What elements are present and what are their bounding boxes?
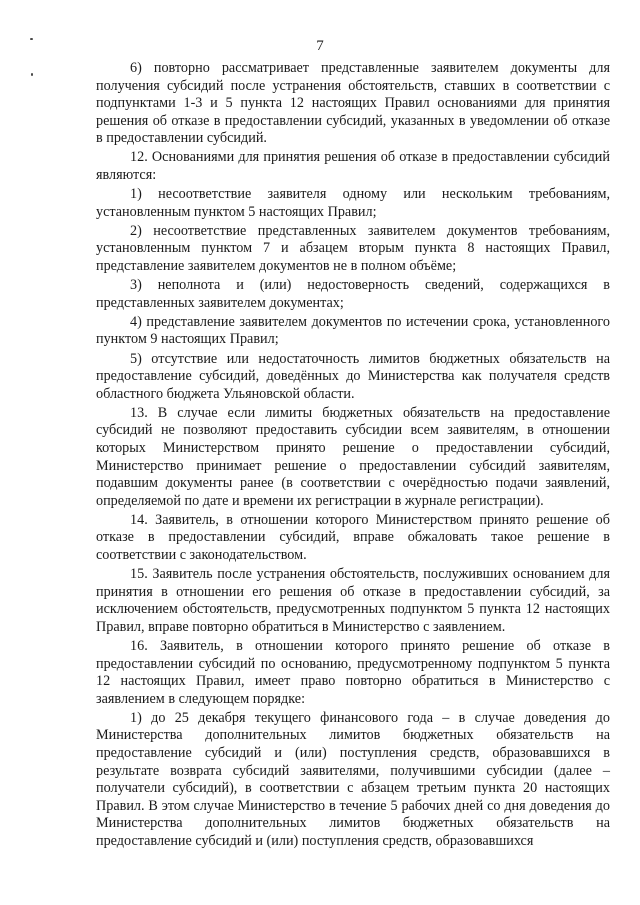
paragraph: 5) отсутствие или недостаточность лимитов бюджетных обязательств на предоставление субсидий, доведённых до Министерства как получателя средств областного бюджета Ульяновской области. <box>96 350 610 402</box>
document-body <box>96 60 610 852</box>
paragraph: 14. Заявитель, в отношении которого Министерством принято решение об отказе в предоставлении субсидий, вправе обжаловать такое решение в соответствии с законодательством. <box>96 511 610 564</box>
paragraph: 16. Заявитель, в отношении которого принято решение об отказе в предоставлении субсидий по основанию, предусмотренному подпунктом 5 пункта 12 настоящих Правил, имеет право повторно обратиться в Министерство с заявлением в следующем порядке: <box>96 638 610 707</box>
paragraph: 1) до 25 декабря текущего финансового года – в случае доведения до Министерства дополнительных лимитов бюджетных обязательств на предоставление субсидий и (или) поступления средств, образовавшихся в результате возврата субсидий заявителями, получившими субсидии (далее – получатели субсидий), в соответствии с абзацем третьим пункта 20 настоящих Правил. В этом случае Министерство в течение 5 рабочих дней со дня доведения до Министерства дополнительных лимитов бюджетных обязательств на предоставление субсидий и (или) поступления средств, образовавшихся <box>96 709 610 850</box>
paragraph: 13. В случае если лимиты бюджетных обязательств на предоставление субсидий не позволяют предоставить субсидии всем заявителям, в отношении которых Министерством принято решение о предоставлении субсидий, Министерство принимает решение о предоставлении субсидий заявителям, подавшим документы ранее (в соответствии с очерёдностью подачи заявлений, определяемой по дате и времени их регистрации в журнале регистрации). <box>96 404 610 509</box>
paragraph: 2) несоответствие представленных заявителем документов требованиям, установленным пунктом 7 и абзацем вторым пункта 8 настоящих Правил, представление заявителем документов не в полном объёме; <box>96 222 610 275</box>
paragraph: 1) несоответствие заявителя одному или нескольким требованиям, установленным пунктом 5 настоящих Правил; <box>96 186 610 220</box>
scan-speck <box>31 73 33 76</box>
page-number: 7 <box>316 38 324 54</box>
paragraph: 6) повторно рассматривает представленные заявителем документы для получения субсидий после устранения обстоятельств, ставших в соответствии с подпунктами 1-3 и 5 пункта 12 настоящих Правил основаниями для принятия решения об отказе в предоставлении субсидий, указанных в уведомлении об отказе в предоставлении субсидий. <box>96 60 610 147</box>
scan-speck <box>30 38 33 40</box>
paragraph: 15. Заявитель после устранения обстоятельств, послуживших основанием для принятия в отношении его решения об отказе в предоставлении субсидий, за исключением обстоятельств, предусмотренных подпунктом 5 пункта 12 настоящих Правил, вправе повторно обратиться в Министерство с заявлением. <box>96 566 610 635</box>
paragraph: 12. Основаниями для принятия решения об отказе в предоставлении субсидий являются: <box>96 149 610 184</box>
paragraph: 4) представление заявителем документов по истечении срока, установленного пунктом 9 настоящих Правил; <box>96 313 610 348</box>
paragraph: 3) неполнота и (или) недостоверность сведений, содержащихся в представленных заявителем документах; <box>96 277 610 311</box>
